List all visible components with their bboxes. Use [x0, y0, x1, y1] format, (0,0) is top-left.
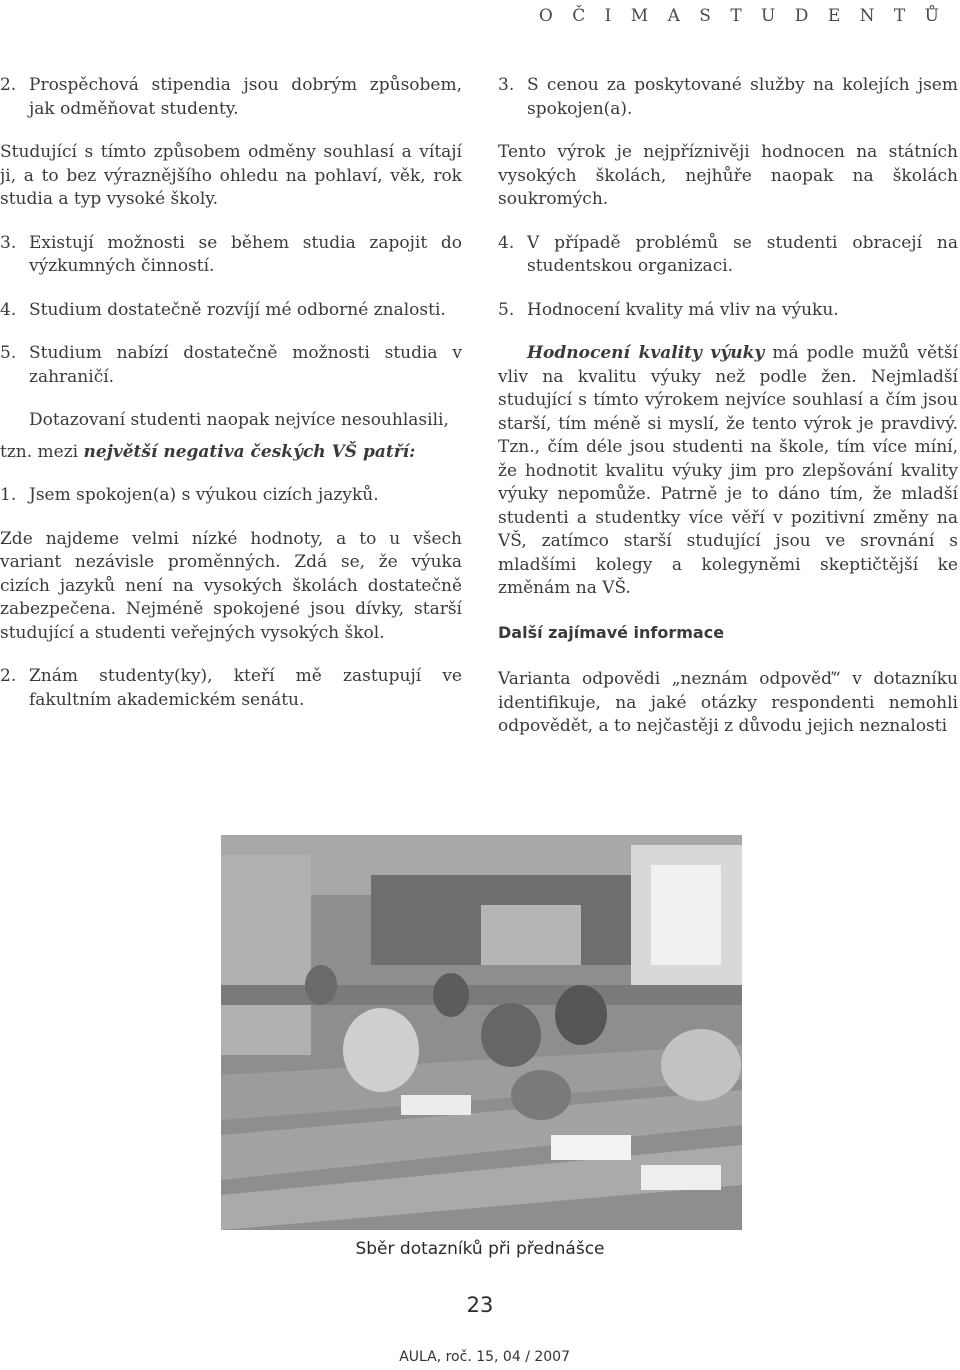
list-item — [0, 232, 462, 279]
emphasis-text: největší negativa českých VŠ patří: — [83, 441, 416, 462]
classroom-photo — [221, 835, 742, 1230]
list-item — [0, 342, 462, 389]
item-number: 5. — [498, 299, 515, 320]
item-text: S cenou za poskytované služby na kolejích jsem spokojen(a). — [527, 75, 958, 119]
photo-caption: Sběr dotazníků při přednášce — [355, 1239, 605, 1259]
item-number: 4. — [0, 299, 17, 320]
paragraph — [0, 441, 462, 465]
paragraph-text: tzn. mezi — [0, 441, 84, 462]
paragraph: Studující s tímto způsobem odměny souhlasí a vítají ji, a to bez výraznějšího ohledu na pohlaví, věk, rok studia a typ vysoké školy. — [0, 142, 462, 209]
item-text: Existují možnosti se během studia zapojit do výzkumných činností. — [29, 232, 462, 276]
page-number: 23 — [466, 1293, 494, 1317]
item-text: Hodnocení kvality má vliv na výuku. — [527, 299, 839, 320]
section-heading: Další zajímavé informace — [498, 622, 725, 642]
paragraph-text: má podle mužů větší vliv na kvalitu výuky než podle žen. Nejmladší studující s tímto výrokem nejvíce souhlasí a čím jsou starší, tím méně si myslí, že tento výrok je pravdivý. Tzn., čím déle jsou studenti na škole, tím více míní, že hodnotit kvalitu výuky jim pro zlepšování kvality výuky nepomůže. Patrně je to dáno tím, že mladší studenti a studentky více věří v pozitivní změny na VŠ, zatímco starší studující jsou ve srovnání s mladšími kolegy a kolegyněmi skeptičtější ke změnám na VŠ. — [498, 343, 958, 598]
photo-illustration — [221, 835, 742, 1230]
running-title: O Č I M A S T U D E N T Ů — [538, 6, 946, 26]
paragraph: Varianta odpovědi „neznám odpověď“ v dotazníku identifikuje, na jaké otázky respondenti nemohli odpovědět, a to nejčastěji z důvodu jejich neznalosti — [498, 669, 958, 736]
item-number: 3. — [0, 232, 17, 253]
list-item — [498, 232, 958, 279]
item-text: Znám studenty(ky), kteří mě zastupují ve fakultním akademickém senátu. — [29, 666, 462, 710]
list-item — [0, 74, 462, 121]
emphasis-text: Hodnocení kvality výuky — [527, 343, 765, 363]
right-column — [498, 74, 958, 759]
list-item — [0, 299, 462, 323]
item-number: 2. — [0, 666, 17, 686]
item-text: Studium nabízí dostatečně možnosti studia v zahraničí. — [29, 343, 462, 387]
item-number: 1. — [0, 485, 17, 505]
paragraph: Zde najdeme velmi nízké hodnoty, a to u všech variant nezávisle proměnných. Zdá se, že výuka cizích jazyků není na vysokých školách dostatečně zabezpečena. Nejméně spokojené jsou dívky, starší studující a studenti veřejných vysokých škol. — [0, 528, 462, 643]
item-text: Studium dostatečně rozvíjí mé odborné znalosti. — [29, 299, 446, 320]
paragraph: Dotazovaní studenti naopak nejvíce nesouhlasili, — [29, 410, 449, 430]
list-item — [0, 484, 462, 508]
item-text: Jsem spokojen(a) s výukou cizích jazyků. — [29, 485, 379, 505]
list-item — [498, 74, 958, 121]
item-text: V případě problémů se studenti obracejí na studentskou organizaci. — [527, 232, 958, 276]
item-number: 2. — [0, 75, 17, 95]
item-number: 5. — [0, 343, 17, 363]
item-number: 4. — [498, 232, 515, 253]
left-column — [0, 74, 462, 732]
list-item — [0, 665, 462, 712]
item-number: 3. — [498, 75, 515, 95]
list-item — [498, 299, 958, 323]
paragraph: Tento výrok je nejpříznivěji hodnocen na státních vysokých školách, nejhůře naopak na školách soukromých. — [498, 142, 958, 209]
footer-citation: AULA, roč. 15, 04 / 2007 — [399, 1349, 570, 1365]
item-text: Prospěchová stipendia jsou dobrým způsobem, jak odměňovat studenty. — [29, 75, 462, 119]
paragraph — [498, 342, 958, 601]
